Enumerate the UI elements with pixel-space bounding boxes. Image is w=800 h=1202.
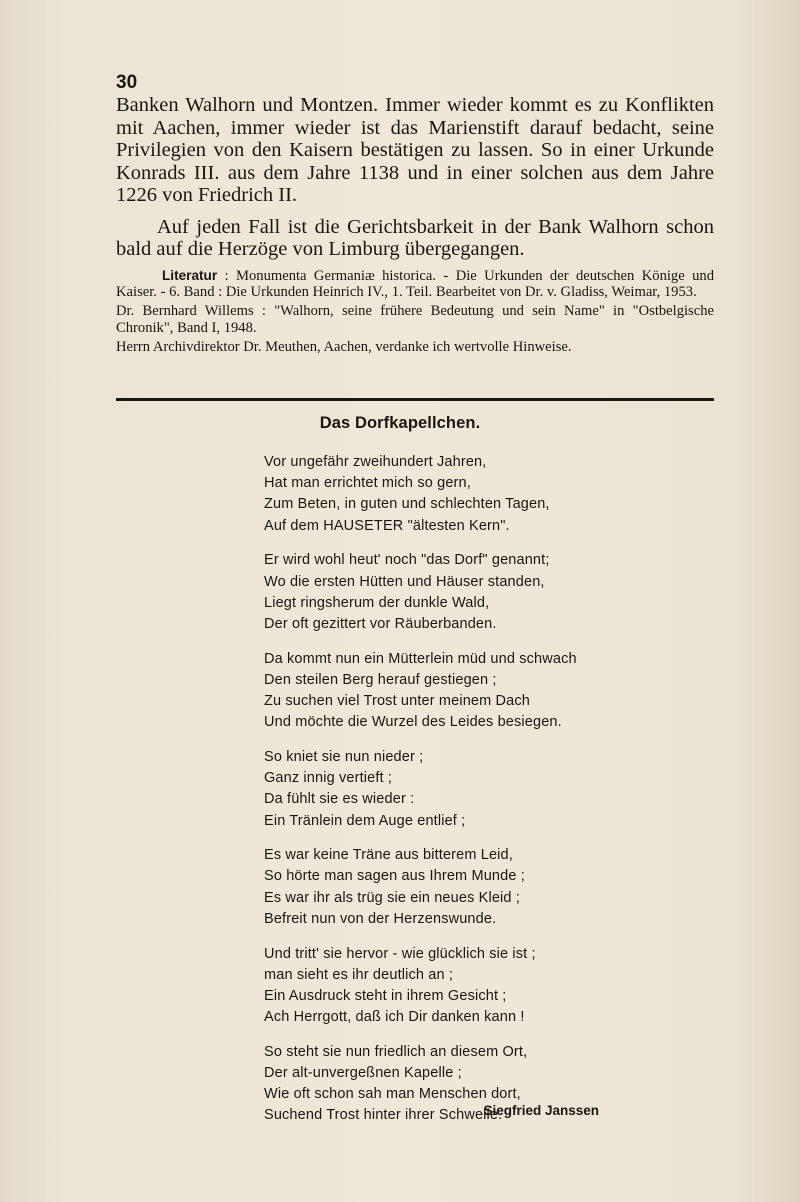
- literature-label: Literatur: [162, 268, 218, 283]
- poem-stanza: [264, 845, 577, 930]
- literature-entry-1: [116, 268, 714, 300]
- literature-entry-2: Dr. Bernhard Willems : "Walhorn, seine frühere Bedeutung und sein Name" in "Ostbelgische Chronik", Band I, 1948.: [116, 303, 714, 336]
- poem-author: Siegfried Janssen: [483, 1103, 599, 1118]
- poem-line: Befreit nun von der Herzenswunde.: [264, 910, 497, 927]
- poem-line: Den steilen Berg herauf gestiegen ;: [264, 671, 497, 688]
- poem-line: Wo die ersten Hütten und Häuser standen,: [264, 573, 545, 590]
- poem-line: Da fühlt sie es wieder :: [264, 791, 415, 808]
- poem-stanza: [264, 649, 577, 734]
- poem-stanza: [264, 452, 577, 537]
- poem-line: Es war keine Träne aus bitterem Leid,: [264, 847, 513, 864]
- literature-section: [116, 268, 714, 358]
- poem-line: Der oft gezittert vor Räuberbanden.: [264, 615, 497, 632]
- poem-line: Er wird wohl heut' noch "das Dorf" genannt;: [264, 552, 550, 569]
- literature-entry-1-text: : Monumenta Germaniæ historica. - Die Urkunden der deutschen Könige und Kaiser. - 6. Band : Die Urkunden Heinrich IV., 1. Teil. Bearbeitet von Dr. v. Gladiss, Weimar, 1953.: [116, 268, 714, 301]
- section-divider: [116, 398, 714, 401]
- poem-stanza: [264, 944, 577, 1029]
- poem-line: man sieht es ihr deutlich an ;: [264, 966, 454, 983]
- poem-line: Auf dem HAUSETER "ältesten Kern".: [264, 517, 510, 534]
- poem-line: Ein Ausdruck steht in ihrem Gesicht ;: [264, 987, 507, 1004]
- poem-line: Ganz innig vertieft ;: [264, 770, 393, 787]
- poem-line: Und möchte die Wurzel des Leides besiegen.: [264, 714, 562, 731]
- poem-line: Wie oft schon sah man Menschen dort,: [264, 1086, 521, 1103]
- body-text: [116, 94, 714, 261]
- page-number: 30: [116, 72, 138, 93]
- body-paragraph-1: Banken Walhorn und Montzen. Immer wieder kommt es zu Konflikten mit Aachen, immer wieder ist das Marienstift darauf bedacht, seine Privilegien von den Kaisern bestätigen zu lassen. So in einer Urkunde Konrads III. aus dem Jahre 1138 und in einer solchen aus dem Jahre 1226 von Friedrich II.: [116, 94, 714, 206]
- poem-line: Und tritt' sie hervor - wie glücklich sie ist ;: [264, 945, 536, 962]
- poem-line: Ein Tränlein dem Auge entlief ;: [264, 812, 466, 829]
- poem-line: So steht sie nun friedlich an diesem Ort,: [264, 1043, 528, 1060]
- poem-stanza: [264, 747, 577, 832]
- literature-entry-3: Herrn Archivdirektor Dr. Meuthen, Aachen, verdanke ich wertvolle Hinweise.: [116, 338, 572, 355]
- poem-line: Zu suchen viel Trost unter meinem Dach: [264, 693, 531, 710]
- poem-line: Da kommt nun ein Mütterlein müd und schwach: [264, 650, 577, 667]
- poem-line: So kniet sie nun nieder ;: [264, 748, 424, 765]
- poem-stanza: [264, 550, 577, 635]
- poem-line: So hörte man sagen aus Ihrem Munde ;: [264, 868, 525, 885]
- poem-line: Es war ihr als trüg sie ein neues Kleid ;: [264, 889, 520, 906]
- body-paragraph-2: Auf jeden Fall ist die Gerichtsbarkeit in der Bank Walhorn schon bald auf die Herzöge von Limburg übergegangen.: [116, 215, 714, 260]
- poem-line: Liegt ringsherum der dunkle Wald,: [264, 594, 490, 611]
- poem-line: Hat man errichtet mich so gern,: [264, 475, 471, 492]
- poem-line: Suchend Trost hinter ihrer Schwelle.: [264, 1107, 503, 1124]
- poem: [264, 452, 577, 1140]
- poem-line: Vor ungefähr zweihundert Jahren,: [264, 454, 487, 470]
- poem-line: Ach Herrgott, daß ich Dir danken kann !: [264, 1009, 525, 1026]
- poem-line: Der alt-unvergeßnen Kapelle ;: [264, 1065, 462, 1082]
- poem-title: Das Dorfkapellchen.: [319, 414, 481, 432]
- poem-line: Zum Beten, in guten und schlechten Tagen,: [264, 496, 550, 513]
